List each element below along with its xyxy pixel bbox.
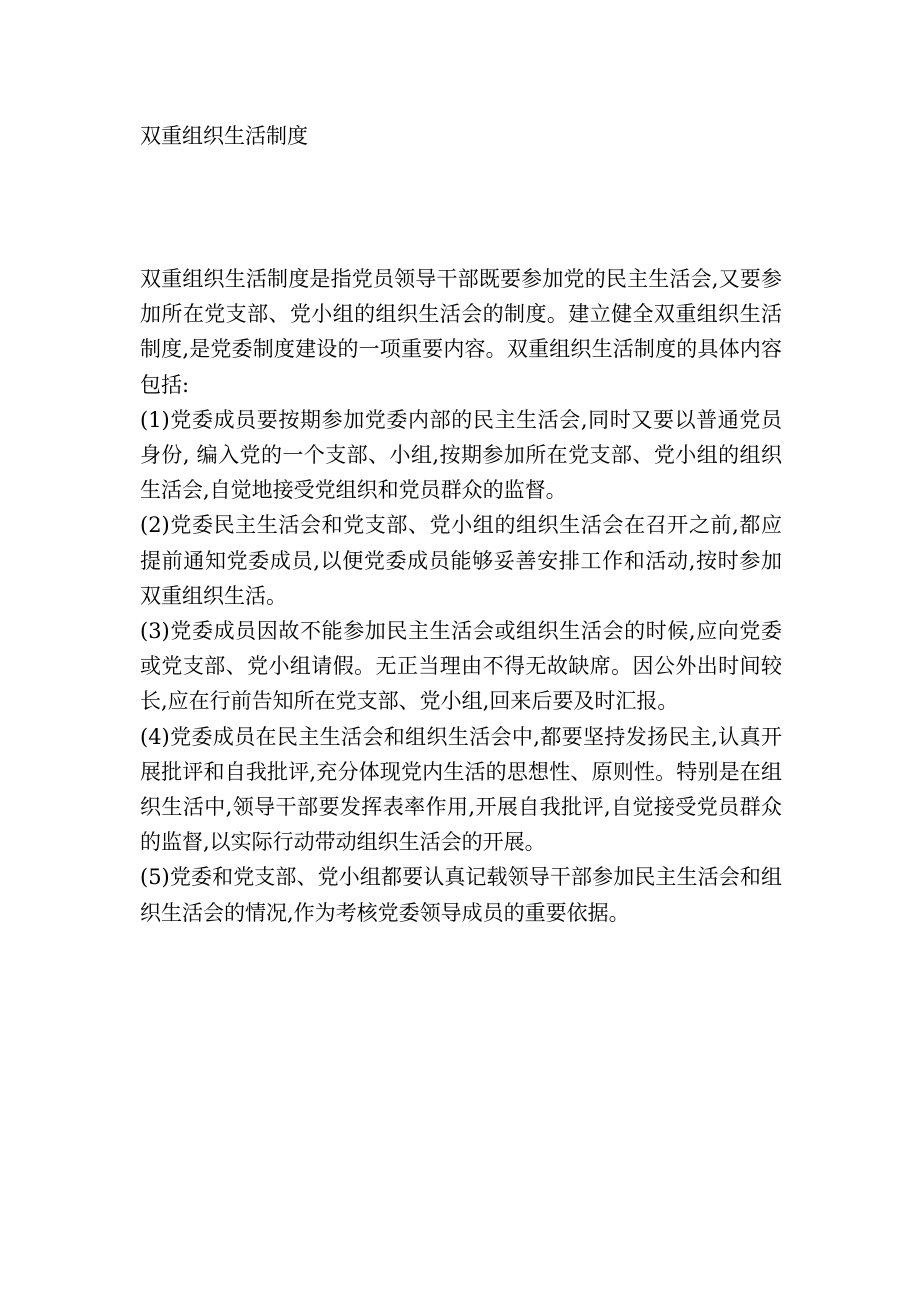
clause-paragraph-5: (5)党委和党支部、党小组都要认真记载领导干部参加民主生活会和组织生活会的情况,作为考核党委领导成员的重要依据。 [140,865,782,925]
document-title: 双重组织生活制度 [140,124,308,148]
clause-paragraph-1: (1)党委成员要按期参加党委内部的民主生活会,同时又要以普通党员身份, 编入党的一个支部、小组,按期参加所在党支部、党小组的组织生活会,自觉地接受党组织和党员群众的监督。 [140,407,782,503]
clause-paragraph-3: (3)党委成员因故不能参加民主生活会或组织生活会的时候,应向党委或党支部、党小组请假。无正当理由不得无故缺席。因公外出时间较长,应在行前告知所在党支部、党小组,回来后要及时汇报。 [140,619,782,714]
clause-paragraph-4: (4)党委成员在民主生活会和组织生活会中,都要坚持发扬民主,认真开展批评和自我批评,充分体现党内生活的思想性、原则性。特别是在组织生活中,领导干部要发挥表率作用,开展自我批评,自觉接受党员群众的监督,以实际行动带动组织生活会的开展。 [140,724,782,855]
document-body [140,262,782,931]
intro-paragraph: 双重组织生活制度是指党员领导干部既要参加党的民主生活会,又要参加所在党支部、党小组的组织生活会的制度。建立健全双重组织生活制度,是党委制度建设的一项重要内容。双重组织生活制度的具体内容包括: [140,267,782,397]
clause-paragraph-2: (2)党委民主生活会和党支部、党小组的组织生活会在召开之前,都应提前通知党委成员,以便党委成员能够妥善安排工作和活动,按时参加双重组织生活。 [140,513,782,608]
